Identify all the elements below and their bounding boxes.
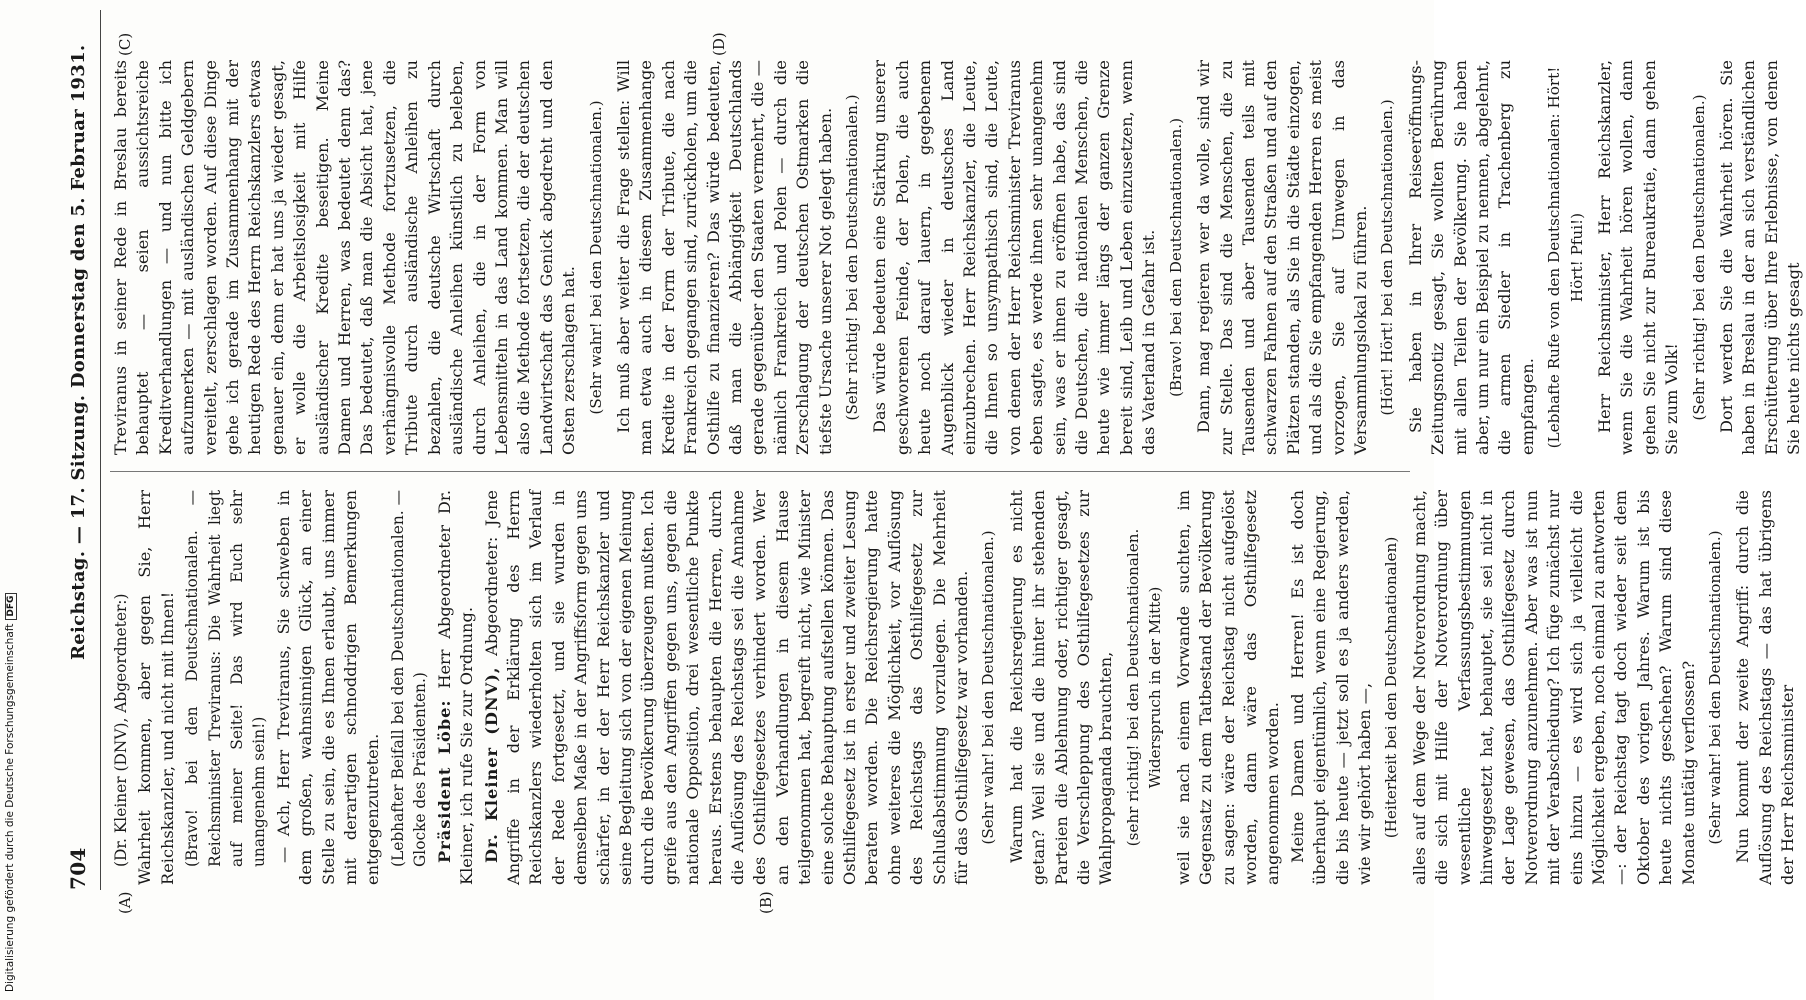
digitization-note: Digitalisierung gefördert durch die Deutsche Forschungsgemeinschaft xyxy=(4,623,16,992)
paragraph: Dort werden Sie die Wahrheit hören. Sie haben in Breslau in der an sich verständlichen Erschütterung über Ihre Erlebnisse, von denen Sie heute nichts gesagt xyxy=(1717,60,1804,455)
page-title: Reichstag. — 17. Sitzung. Donnerstag den 5. Februar 1931. xyxy=(68,44,89,660)
interjection: (Bravo! bei den Deutschnationalen. — Reichsminister Treviranus: Die Wahrheit liegt auf meiner Seite! Das wird Euch sehr unangenehm sein!) xyxy=(183,490,269,867)
margin-label-c: (C) xyxy=(116,32,134,56)
interjection: (Sehr wahr! bei den Deutschnationalen.) xyxy=(979,530,998,845)
interjection: (Bravo! bei den Deutschnationalen.) xyxy=(1166,117,1185,398)
paragraph: weil sie nach einem Vorwande suchten, im Gegensatz zu dem Tatbestand der Bevölkerung zu sagen: wäre der Reichstag nicht aufgelöst worden, dann wäre das Osthilfegesetz angenommen worden. xyxy=(1173,490,1283,885)
interjection: (Sehr wahr! bei den Deutschnationalen.) xyxy=(1706,530,1725,845)
speech-text: Abgeordneter: Jene Angriffe in der Erklärung des Herrn Reichskanzlers wiederholten sich im Verlauf der Rede fortgesetzt, und sie wurden in demselben Maße in der Angriffsform gegen uns schärfer, in der der Herr Reichskanzler und seine Begleitung sich von der eigenen Meinung durch die Bevölkerung überzeugen mußten. Ich greife aus den Angriffen gegen uns, gegen die nationale Opposition, drei wesentliche Punkte heraus. Erstens behaupten die Herren, durch die Auflösung des Reichstags sei die Annahme des Osthilfegesetzes verhindert worden. Wer an den Verhandlungen in diesem Hause teilgenommen hat, begreift nicht, wie Minister eine solche Behauptung aufstellen können. Das Osthilfegesetz ist in erster und zweiter Lesung beraten worden. Die Reichsregierung hatte ohne weiteres die Möglichkeit, vor Auflösung des Reichstags das Osthilfegesetz zur Schlußabstimmung vorzulegen. Die Mehrheit für das Osthilfegesetz war vorhanden. xyxy=(481,490,972,885)
paragraph: Das würde bedeuten eine Stärkung unserer geschworenen Feinde, der Polen, die auch heute noch darauf lauern, in gegebenem Augenblick wieder in deutsches Land einzubrechen. Herr Reichskanzler, die Leute, die Ihnen so unsympathisch sind, die Leute, von denen der Herr Reichsminister Treviranus eben sagte, es werde ihnen sehr unangenehm sein, was er ihnen zu eröffnen habe, das sind die Deutschen, die nationalen Menschen, die heute wie immer längs der ganzen Grenze bereit sind, Leib und Leben einzusetzen, wenn das Vaterland in Gefahr ist. xyxy=(870,60,1159,455)
interjection: (Hört! Hört! bei den Deutschnationalen.) xyxy=(1378,99,1397,416)
page-header xyxy=(60,10,101,890)
paragraph xyxy=(481,490,974,885)
column-divider xyxy=(110,471,1410,472)
paragraph: Dann, mag regieren wer da wolle, sind wir zur Stelle. Das sind die Menschen, die zu Tausenden und aber Tausenden teils mit schwarzen Fahnen auf den Straßen und auf den Plätzen standen, als Sie in die Städte einzogen, und als die Sie empfangenden Herren es meist vorzogen, Sie auf Umwegen in das Versammlungslokal zu führen. xyxy=(1194,60,1370,455)
interjection: (Sehr wahr! bei den Deutschnationalen.) xyxy=(586,100,605,415)
paragraph: Treviranus in seiner Rede in Breslau bereits behauptet — seien aussichtsreiche Kreditverhandlungen — und nun bitte ich aufzumerken — mit ausländischen Geldgebern vereitelt, zerschlagen worden. Auf diese Dinge gehe ich gerade im Zusammenhang mit der heutigen Rede des Herrn Reichskanzlers etwas genauer ein, denn er hat uns ja wieder gesagt, er wolle die Arbeitslosigkeit mit Hilfe ausländischer Kredite beseitigen. Meine Damen und Herren, was bedeutet denn das? Das bedeutet, daß man die Absicht hat, jene verhängnisvolle Methode fortzusetzen, die Tribute durch ausländische Anleihen zu bezahlen, die deutsche Wirtschaft durch ausländische Anleihen künstlich zu beleben, durch Anleihen, die in der Form von Lebensmitteln in das Land kommen. Man will also die Methode fortsetzen, die der deutschen Landwirtschaft das Genick abgedreht und den Osten zerschlagen hat. xyxy=(111,60,579,455)
paragraph: Wahrheit kommen, aber gegen Sie, Herr Reichskanzler, und nicht mit Ihnen! xyxy=(135,490,177,885)
interjection: (Sehr richtig! bei den Deutschnationalen.) xyxy=(1689,94,1708,421)
paragraph: Meine Damen und Herren! Es ist doch überhaupt eigentümlich, wenn eine Regierung, die bis heute — jetzt soll es ja anders werden, wie wir gehört haben —, xyxy=(1287,490,1374,885)
interjection: (sehr richtig! bei den Deutschnationalen. Widerspruch in der Mitte) xyxy=(1123,528,1165,847)
margin-label-d: (D) xyxy=(710,32,728,56)
paragraph: Nun kommt der zweite Angriff: durch die Auflösung des Reichstags — das hat übrigens der Herr Reichsminister xyxy=(1733,490,1798,885)
interjection: (Heiterkeit bei den Deutschnationalen) xyxy=(1382,536,1401,839)
margin-label-b: (B) xyxy=(757,891,775,914)
speech-text: Herr Abgeordneter Dr. Kleiner, ich rufe Sie zur Ordnung. xyxy=(434,490,477,885)
paragraph xyxy=(434,490,479,885)
page-number: 704 xyxy=(66,847,90,890)
paragraph: Sie haben in Ihrer Reiseeröffnungs-Zeitungsnotiz gesagt, Sie wollten Berührung mit allen Teilen der Bevölkerung. Sie haben aber, um nur ein Beispiel zu nennen, abgelehnt, die armen Siedler in Trachenberg zu empfangen. xyxy=(1405,60,1537,455)
digitization-sidebar xyxy=(4,0,18,1000)
speaker-continuation: (Dr. Kleiner (DNV), Abgeordneter:) xyxy=(112,593,130,867)
paragraph: Ich muß aber weiter die Frage stellen: Will man etwa auch in diesem Zusammenhange Kredite in der Form der Tribute, die nach Frankreich gegangen sind, zurückholen, um die Osthilfe zu finanzieren? Das würde bedeuten, daß man die Abhängigkeit Deutschlands gerade gegenüber den Staaten vermehrt, die — nämlich Frankreich und Polen — durch die Zerschlagung der deutschen Ostmarken die tiefste Ursache unserer Not gelegt haben. xyxy=(613,60,835,455)
dfg-logo: DFG xyxy=(5,593,17,620)
speaker-name: Präsident Löbe: xyxy=(434,699,454,863)
paragraph: Warum hat die Reichsregierung es nicht getan? Weil sie und die hinter ihr stehenden Parteien die Ablehnung oder, richtiger gesagt, die Verschleppung des Osthilfegesetzes zur Wahlpropaganda brauchten, xyxy=(1006,490,1116,885)
paragraph: Herr Reichsminister, Herr Reichskanzler, wenn Sie die Wahrheit hören wollen, dann gehen Sie nicht zur Bureaukratie, dann gehen Sie zum Volk! xyxy=(1595,60,1682,455)
interjection: (Sehr richtig! bei den Deutschnationalen.) xyxy=(843,94,861,421)
right-column xyxy=(110,60,1804,455)
margin-label-a: (A) xyxy=(116,891,134,914)
interjection: (Lebhafte Rufe von den Deutschnationalen: Hört! Hört! Pfui!) xyxy=(1545,66,1586,449)
interjection: (Lebhafter Beifall bei den Deutschnationalen. — Glocke des Präsidenten.) xyxy=(388,490,430,867)
speaker-name: Dr. Kleiner (DNV), xyxy=(481,666,501,863)
paragraph: — Ach, Herr Treviranus, Sie schweben in dem großen, wahnsinnigen Glück, an einer Stelle zu sein, die es Ihnen erlaubt, uns immer mit derartigen schnoddrigen Bemerkungen entgegenzutreten. xyxy=(273,490,383,885)
left-column xyxy=(110,490,1798,885)
paragraph: alles auf dem Wege der Notverordnung macht, die sich mit Hilfe der Notverordnung über wesentliche Verfassungsbestimmungen hinweggesetzt hat, behauptet, sie sei nicht in der Lage gewesen, das Osthilfegesetz durch Notverordnung anzunehmen. Aber was ist nun mit der Verabschiedung? Ich füge zunächst nur eins hinzu — es wird sich ja vielleicht die Möglichkeit ergeben, noch einmal zu antworten —: der Reichstag tagt doch wieder seit dem Oktober des vorigen Jahres. Warum ist bis heute nichts geschehen? Warum sind diese Monate untätig verflossen? xyxy=(1409,490,1698,885)
